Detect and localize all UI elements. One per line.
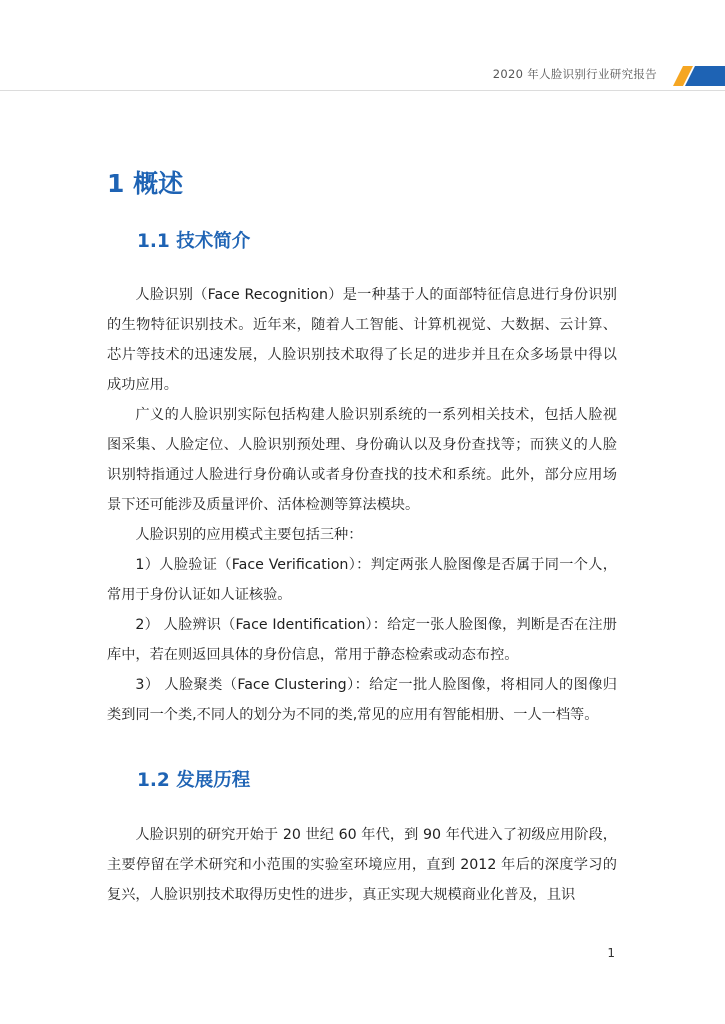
paragraph-mode-verification: 1）人脸验证（Face Verification）：判定两张人脸图像是否属于同一个人，常用于身份认证如人证核验。	[107, 557, 617, 603]
page-number: 1	[607, 946, 615, 960]
header-divider	[0, 90, 725, 91]
paragraph-history: 人脸识别的研究开始于 20 世纪 60 年代，到 90 年代进入了初级应用阶段，主要停留在学术研究和小范围的实验室环境应用，直到 2012 年后的深度学习的复兴，人脸识别技术取得历史性的进步，真正实现大规模商业化普及，且识	[107, 827, 617, 903]
paragraph-modes-intro: 人脸识别的应用模式主要包括三种：	[135, 527, 363, 543]
paragraph-scope: 广义的人脸识别实际包括构建人脸识别系统的一系列相关技术，包括人脸视图采集、人脸定位、人脸识别预处理、身份确认以及身份查找等；而狭义的人脸识别特指通过人脸进行身份确认或者身份查找的技术和系统。此外，部分应用场景下还可能涉及质量评价、活体检测等算法模块。	[107, 407, 617, 513]
report-title: 2020 年人脸识别行业研究报告	[492, 67, 657, 81]
section-heading: 1 概述	[107, 169, 184, 198]
paragraph-mode-clustering: 3） 人脸聚类（Face Clustering）：给定一批人脸图像，将相同人的图像归类到同一个类,不同人的划分为不同的类,常见的应用有智能相册、一人一档等。	[107, 677, 617, 723]
header-accent-shape	[667, 66, 725, 86]
paragraph-mode-identification: 2） 人脸辨识（Face Identification）：给定一张人脸图像，判断是否在注册库中，若在则返回具体的身份信息，常用于静态检索或动态布控。	[107, 617, 617, 663]
paragraph-definition: 人脸识别（Face Recognition）是一种基于人的面部特征信息进行身份识别的生物特征识别技术。近年来，随着人工智能、计算机视觉、大数据、云计算、芯片等技术的迅速发展，人脸识别技术取得了长足的进步并且在众多场景中得以成功应用。	[107, 287, 617, 393]
subsection-heading-history: 1.2 发展历程	[137, 770, 251, 791]
subsection-heading-tech-intro: 1.1 技术简介	[137, 231, 251, 252]
